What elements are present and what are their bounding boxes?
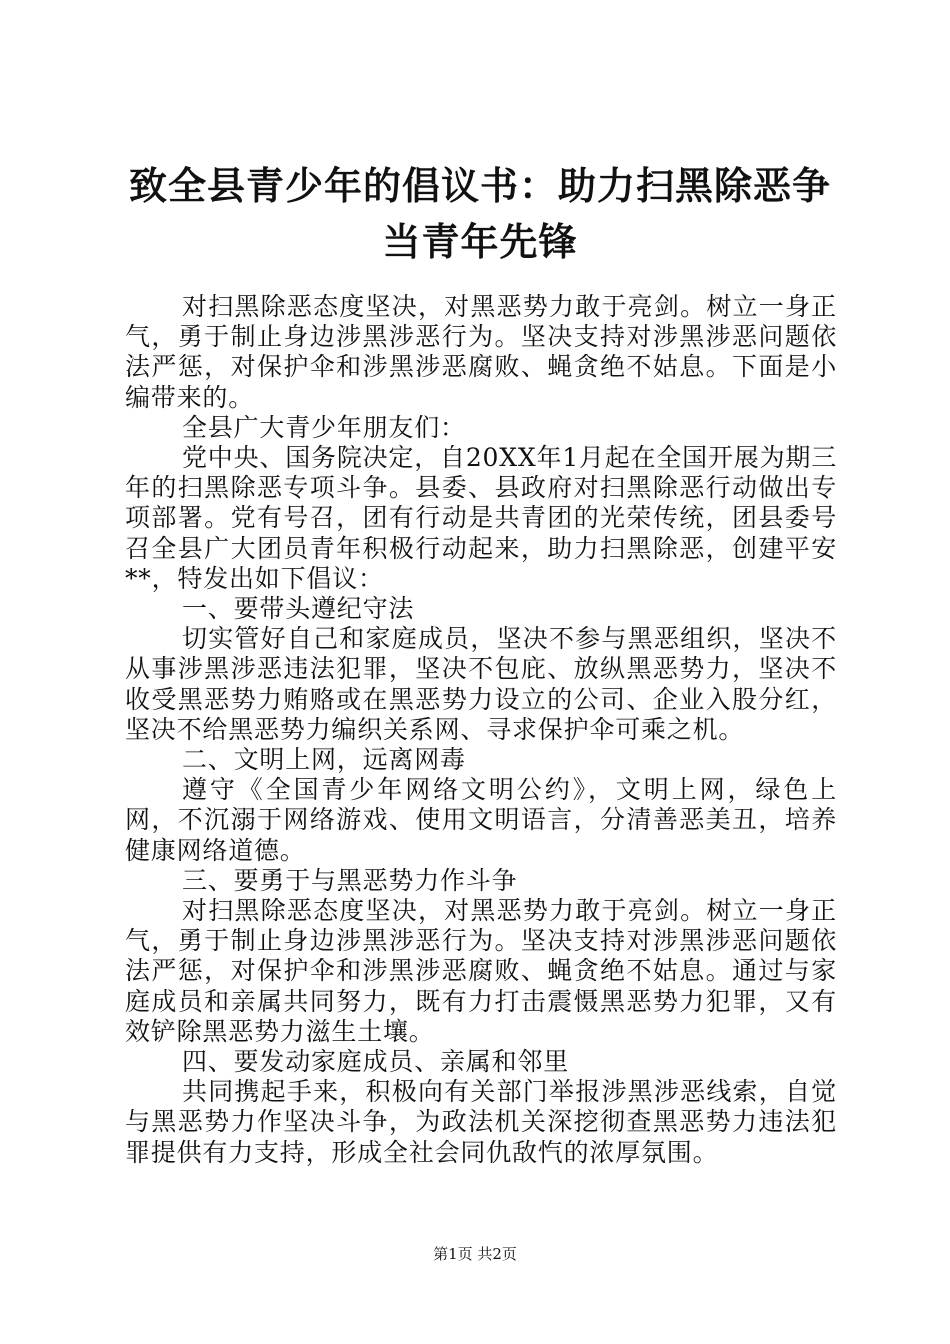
section-paragraph-4: 共同携起手来，积极向有关部门举报涉黑涉恶线索，自觉与黑恶势力作坚决斗争，为政法机关深挖彻查黑恶势力违法犯罪提供有力支持，形成全社会同仇敌忾的浓厚氛围。	[125, 1077, 837, 1167]
page-number-footer: 第1页 共2页	[433, 1245, 517, 1263]
section-paragraph-2: 遵守《全国青少年网络文明公约》，文明上网，绿色上网，不沉溺于网络游戏、使用文明语言，分清善恶美丑，培养健康网络道德。	[125, 775, 837, 865]
salutation: 全县广大青少年朋友们：	[182, 412, 466, 442]
background-paragraph: 党中央、国务院决定，自20XX年1月起在全国开展为期三年的扫黑除恶专项斗争。县委、县政府对扫黑除恶行动做出专项部署。党有号召，团有行动是共青团的光荣传统，团县委号召全县广大团员青年积极行动起来，助力扫黑除恶，创建平安**，特发出如下倡议：	[125, 443, 837, 593]
document-body	[125, 292, 837, 1168]
section-heading-4: 四、要发动家庭成员、亲属和邻里	[182, 1047, 570, 1077]
document-title: 致全县青少年的倡议书：助力扫黑除恶争当青年先锋	[128, 163, 831, 264]
section-heading-2: 二、文明上网，远离网毒	[182, 745, 466, 775]
intro-paragraph: 对扫黑除恶态度坚决，对黑恶势力敢于亮剑。树立一身正气，勇于制止身边涉黑涉恶行为。坚决支持对涉黑涉恶问题依法严惩，对保护伞和涉黑涉恶腐败、蝇贪绝不姑息。下面是小编带来的。	[125, 292, 837, 412]
section-paragraph-1: 切实管好自己和家庭成员，坚决不参与黑恶组织，坚决不从事涉黑涉恶违法犯罪，坚决不包庇、放纵黑恶势力，坚决不收受黑恶势力贿赂或在黑恶势力设立的公司、企业入股分红，坚决不给黑恶势力编织关系网、寻求保护伞可乘之机。	[125, 624, 837, 744]
section-heading-1: 一、要带头遵纪守法	[182, 594, 415, 624]
section-paragraph-3: 对扫黑除恶态度坚决，对黑恶势力敢于亮剑。树立一身正气，勇于制止身边涉黑涉恶行为。坚决支持对涉黑涉恶问题依法严惩，对保护伞和涉黑涉恶腐败、蝇贪绝不姑息。通过与家庭成员和亲属共同努力，既有力打击震慑黑恶势力犯罪，又有效铲除黑恶势力滋生土壤。	[125, 896, 837, 1046]
section-heading-3: 三、要勇于与黑恶势力作斗争	[182, 865, 518, 895]
